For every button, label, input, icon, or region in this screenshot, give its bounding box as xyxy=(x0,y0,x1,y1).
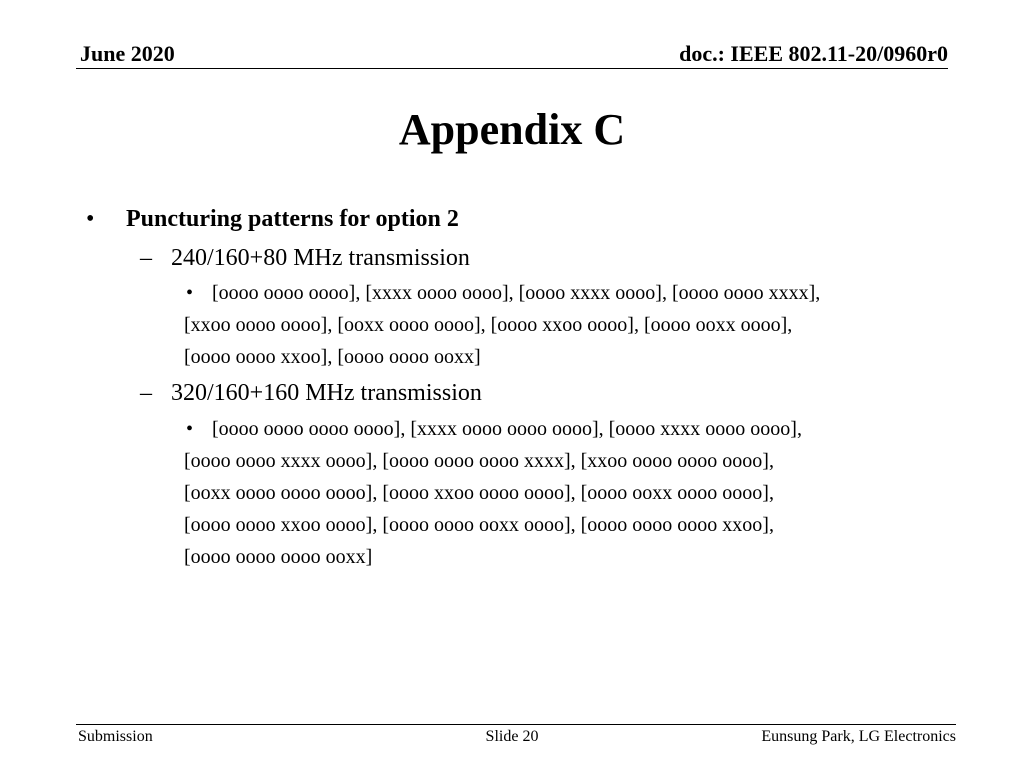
header-divider xyxy=(76,68,948,69)
pattern-line xyxy=(184,277,904,309)
pattern-text: [oooo oooo xxoo], [oooo oooo ooxx] xyxy=(184,346,481,368)
dash-icon: – xyxy=(140,245,152,271)
footer-slide-number: Slide 20 xyxy=(485,728,539,745)
level1-item xyxy=(86,204,459,234)
bullet-icon: • xyxy=(186,418,194,440)
pattern-text: [ooxx oooo oooo oooo], [oooo xxoo oooo oooo], [oooo ooxx oooo oooo], xyxy=(184,482,774,504)
footer-author: Eunsung Park, LG Electronics xyxy=(761,728,956,745)
section-heading-320 xyxy=(140,378,482,408)
bullet-icon: • xyxy=(86,206,95,232)
pattern-line xyxy=(184,541,904,573)
header-doc-id: doc.: IEEE 802.11-20/0960r0 xyxy=(679,41,948,66)
section-heading-text: 240/160+80 MHz transmission xyxy=(171,245,470,271)
level1-text: Puncturing patterns for option 2 xyxy=(126,206,459,232)
pattern-text: [xxoo oooo oooo], [ooxx oooo oooo], [oooo xxoo oooo], [oooo ooxx oooo], xyxy=(184,314,793,336)
section-heading-text: 320/160+160 MHz transmission xyxy=(171,380,482,406)
pattern-line xyxy=(184,341,904,373)
bullet-icon: • xyxy=(186,282,194,304)
header-date: June 2020 xyxy=(80,41,175,66)
slide-title: Appendix C xyxy=(398,105,626,154)
pattern-line xyxy=(184,509,904,541)
pattern-list-320 xyxy=(184,413,904,573)
pattern-text: [oooo oooo oooo ooxx] xyxy=(184,546,373,568)
pattern-line xyxy=(184,413,904,445)
section-heading-240 xyxy=(140,243,470,273)
pattern-text: [oooo oooo xxoo oooo], [oooo oooo ooxx oooo], [oooo oooo oooo xxoo], xyxy=(184,514,774,536)
pattern-line xyxy=(184,309,904,341)
dash-icon: – xyxy=(140,380,152,406)
pattern-text: [oooo oooo oooo], [xxxx oooo oooo], [oooo xxxx oooo], [oooo oooo xxxx], xyxy=(212,282,821,304)
pattern-list-240 xyxy=(184,277,904,373)
pattern-line xyxy=(184,477,904,509)
pattern-text: [oooo oooo xxxx oooo], [oooo oooo oooo xxxx], [xxoo oooo oooo oooo], xyxy=(184,450,774,472)
pattern-text: [oooo oooo oooo oooo], [xxxx oooo oooo oooo], [oooo xxxx oooo oooo], xyxy=(212,418,802,440)
footer-divider xyxy=(76,724,956,725)
footer-submission: Submission xyxy=(78,728,153,745)
pattern-line xyxy=(184,445,904,477)
